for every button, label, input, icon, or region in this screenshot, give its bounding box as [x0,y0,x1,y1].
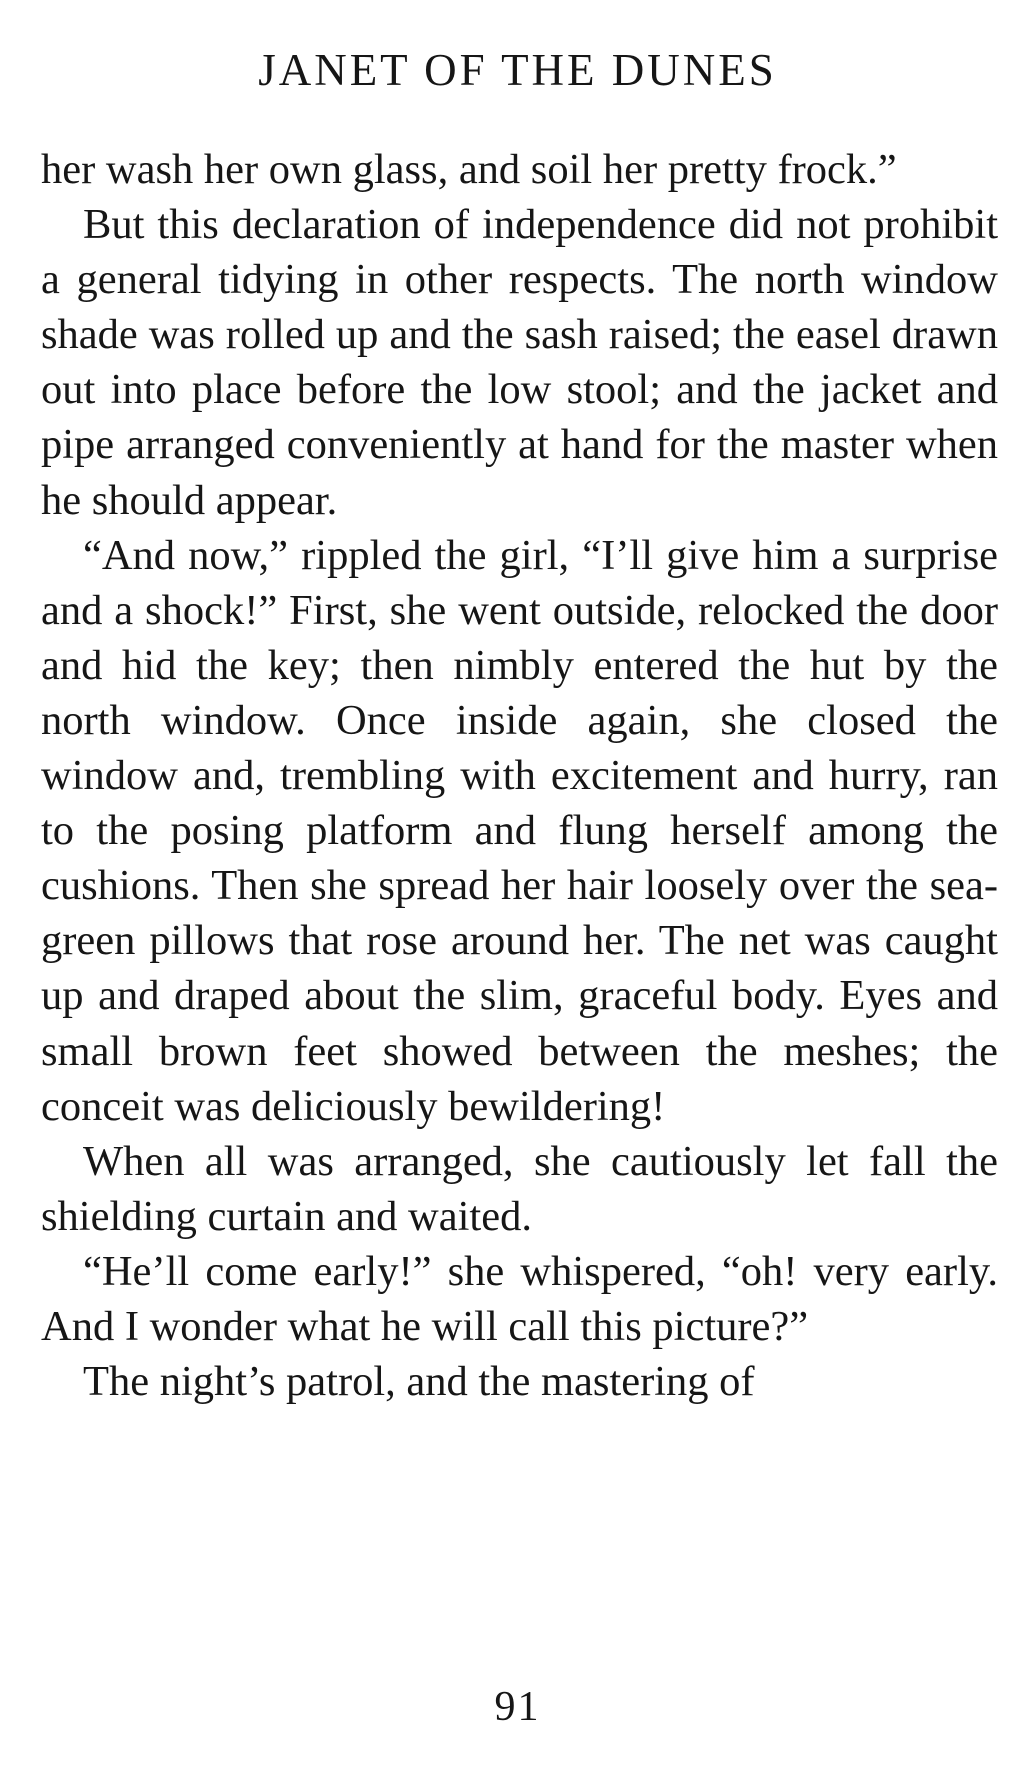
body-text [41,142,998,1409]
paragraph: The night’s patrol, and the mastering of [83,1358,755,1406]
paragraph: When all was arranged, she cautiously let fall the shielding curtain and waited. [41,1137,998,1240]
paragraph: “He’ll come early!” she whispered, “oh! very early. And I wonder what he will call this picture?” [41,1247,998,1350]
paragraph: her wash her own glass, and soil her pretty frock.” [41,146,897,193]
paragraph: But this declaration of independence did not prohibit a general tidying in other respects. The north window shade was rolled up and the sash raised; the easel drawn out into place before the low stool; and the jacket and pipe arranged conveniently at hand for the master when he should appear. [41,201,998,524]
page-number: 91 [494,1684,541,1730]
running-head: JANET OF THE DUNES [258,45,777,95]
paragraph: “And now,” rippled the girl, “I’ll give him a surprise and a shock!” First, she went outside, relocked the door and hid the key; then nimbly entered the hut by the north window. Once inside again, she closed the window and, trembling with excitement and hurry, ran to the posing platform and flung herself among the cushions. Then she spread her hair loosely over the sea-green pillows that rose around her. The net was caught up and draped about the slim, graceful body. Eyes and small brown feet showed between the meshes; the conceit was deliciously bewildering! [41,531,998,1130]
